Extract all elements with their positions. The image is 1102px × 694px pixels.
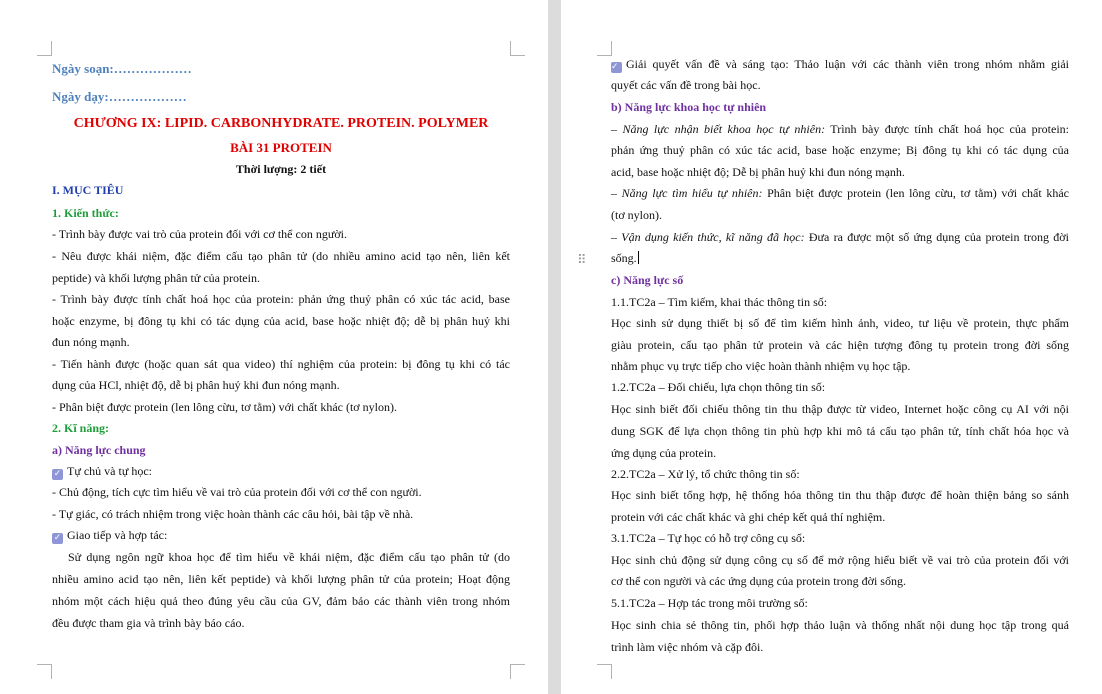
paragraph-line: peptide) và khối lượng phân tử của protein. [52,271,260,285]
checkbox-icon[interactable]: ✓ [53,533,62,543]
paragraph-line: Học sinh chia sẻ thông tin, phối hợp thảo luận và thống nhất nội dung học tập trong quá [611,618,1069,632]
paragraph-line: Học sinh chủ động sử dụng công cụ số để mở rộng hiểu biết về vai trò của protein đối với [611,553,1069,567]
subsection-nang-luc-so: c) Năng lực số [611,273,684,287]
paragraph-line: đun nóng mạnh. [52,335,130,349]
competency-heading: 1.1.TC2a – Tìm kiếm, khai thác thông tin số: [611,295,828,309]
paragraph-line: giàu protein, cấu tạo phân tử protein và các hiện tượng đông tụ protein trong đời sống [611,338,1069,352]
chapter-title: CHƯƠNG IX: LIPID. CARBONHYDRATE. PROTEIN. POLYMER [73,116,489,131]
paragraph-line: phản ứng thuỷ phân có xúc tác acid, base hoặc enzyme; Bị đông tụ khi có tác dụng của [611,143,1069,157]
margin-corner-mark [597,41,612,56]
paragraph-line [611,250,639,266]
margin-corner-mark [597,664,612,679]
checklist-item-giao-tiep[interactable] [52,527,167,544]
paragraph-line: Học sinh biết đối chiếu thông tin thu thập được từ video, Internet hoặc công cụ AI với nội [611,402,1069,416]
checklist-label: Giải quyết vấn đề và sáng tạo: Thảo luận với các thành viên trong nhóm nhằm giải [626,57,1069,71]
subsection-nang-luc-chung: a) Năng lực chung [52,443,146,457]
paragraph-line: cơ thể con người và các ứng dụng của protein trong đời sống. [611,574,906,588]
paragraph-line: hoặc enzyme, bị đông tụ khi có tác dụng của acid, base hoặc nhiệt độ; dễ bị phân huỷ khi [52,314,510,328]
paragraph-line: trình làm việc nhóm và cặp đôi. [611,640,764,654]
paragraph-line: nhằm phục vụ trực tiếp cho việc hoàn thành nhiệm vụ học tập. [611,359,911,373]
section-heading-muc-tieu: I. MỤC TIÊU [52,183,124,197]
text-cursor [638,251,639,264]
margin-corner-mark [37,41,52,56]
checklist-label: Tự chủ và tự học: [67,464,152,478]
paragraph-line: dụng của HCl, nhiệt độ, dễ bị phân huỷ khi đun nóng mạnh. [52,378,340,392]
italic-label: – Năng lực nhận biết khoa học tự nhiên: [611,122,826,136]
paragraph-line: - Phân biệt được protein (len lông cừu, tơ tằm) với chất khác (tơ nylon). [52,400,397,414]
margin-corner-mark [510,41,525,56]
margin-corner-mark [37,664,52,679]
competency-heading: 1.2.TC2a – Đối chiếu, lựa chọn thông tin số: [611,380,826,394]
paragraph-line: - Trình bày được vai trò của protein đối với cơ thể con người. [52,227,348,241]
paragraph-line: - Nêu được khái niệm, đặc điểm cấu tạo phân tử (do nhiều amino acid tạo nên, liên kết [52,249,510,263]
paragraph-line: Sử dụng ngôn ngữ khoa học để tìm hiểu về khái niệm, đặc điểm cấu tạo phân tử (do [68,550,510,564]
paragraph-line: acid, base hoặc nhiệt độ; Dễ bị phân huỷ khi đun nóng mạnh. [611,165,905,179]
duration-text: Thời lượng: 2 tiết [235,162,327,176]
paragraph-line: nhóm một cách hiệu quả theo đúng yêu cầu của GV, đảm bảo các thành viên trong nhóm [52,594,510,608]
checklist-item-giai-quyet[interactable] [611,56,1069,73]
paragraph-line: Học sinh sử dụng thiết bị số để tìm kiếm hình ảnh, video, tư liệu về protein, thực phẩm [611,316,1069,330]
paragraph-text: Phân biệt được protein (len lông cừu, tơ tằm) với chất khác [762,186,1069,200]
checkbox-icon[interactable]: ✓ [611,62,622,73]
paragraph-line: Học sinh biết tổng hợp, hệ thống hóa thông tin thu thập được để hoàn thiện bảng so sánh [611,488,1069,502]
ngay-soan-field[interactable]: Ngày soạn:……………… [52,61,192,76]
paragraph-line: protein với các chất khác và ghi chép kết quả thí nghiệm. [611,510,886,524]
checkbox-icon[interactable]: ✓ [53,469,62,479]
checklist-item-tu-chu[interactable] [52,463,152,480]
italic-label: – Năng lực tìm hiểu tự nhiên: [611,186,763,200]
document-page-1 [0,0,548,694]
paragraph-line: đều được tham gia và trình bày báo cáo. [52,616,245,630]
competency-heading: 5.1.TC2a – Hợp tác trong môi trường số: [611,596,808,610]
subsection-nang-luc-khtn: b) Năng lực khoa học tự nhiên [611,100,767,114]
paragraph-line: - Chủ động, tích cực tìm hiểu về vai trò của protein đối với cơ thể con người. [52,485,422,499]
paragraph-line: dung SGK để lựa chọn thông tin phù hợp khi mô tả cấu tạo phân tử, tính chất hóa học và [611,424,1069,438]
paragraph-text: Trình bày được tính chất hoá học của protein: [825,122,1069,136]
italic-label: – Vận dụng kiến thức, kĩ năng đã học: [611,230,805,244]
subsection-kien-thuc: 1. Kiến thức: [52,206,119,220]
page-gap [548,0,561,694]
lesson-title: BÀI 31 PROTEIN [230,140,332,155]
paragraph-line: - Tự giác, có trách nhiệm trong việc hoàn thành các câu hỏi, bài tập về nhà. [52,507,414,521]
paragraph-line [611,229,1069,245]
paragraph-line: ứng dụng của protein. [611,446,717,460]
paragraph-line: quyết các vấn đề trong bài học. [611,78,761,92]
margin-corner-mark [510,664,525,679]
competency-heading: 3.1.TC2a – Tự học có hỗ trợ công cụ số: [611,531,806,545]
paragraph-text: Đưa ra được một số ứng dụng của protein trong đời [804,230,1069,244]
ngay-day-field[interactable]: Ngày dạy:……………… [52,89,187,104]
paragraph-line: - Tiến hành được (hoặc quan sát qua video) thí nghiệm của protein: bị đông tụ khi có tác [52,357,510,371]
drag-handle-icon[interactable]: ⠿ [577,253,587,268]
paragraph-line: nhiều amino acid tạo nên, liên kết peptide) và khối lượng phân tử của protein; Hoạt động [52,572,510,586]
paragraph-line: (tơ nylon). [611,208,663,222]
paragraph-line [611,185,1069,201]
checklist-label: Giao tiếp và hợp tác: [67,528,168,542]
subsection-ki-nang: 2. Kĩ năng: [52,421,110,435]
paragraph-line [611,121,1069,137]
paragraph-line: - Trình bày được tính chất hoá học của protein: phản ứng thuỷ phân có xúc tác acid, base [52,292,510,306]
document-page-2 [561,0,1102,694]
paragraph-text: sống. [611,251,637,265]
competency-heading: 2.2.TC2a – Xử lý, tổ chức thông tin số: [611,467,800,481]
